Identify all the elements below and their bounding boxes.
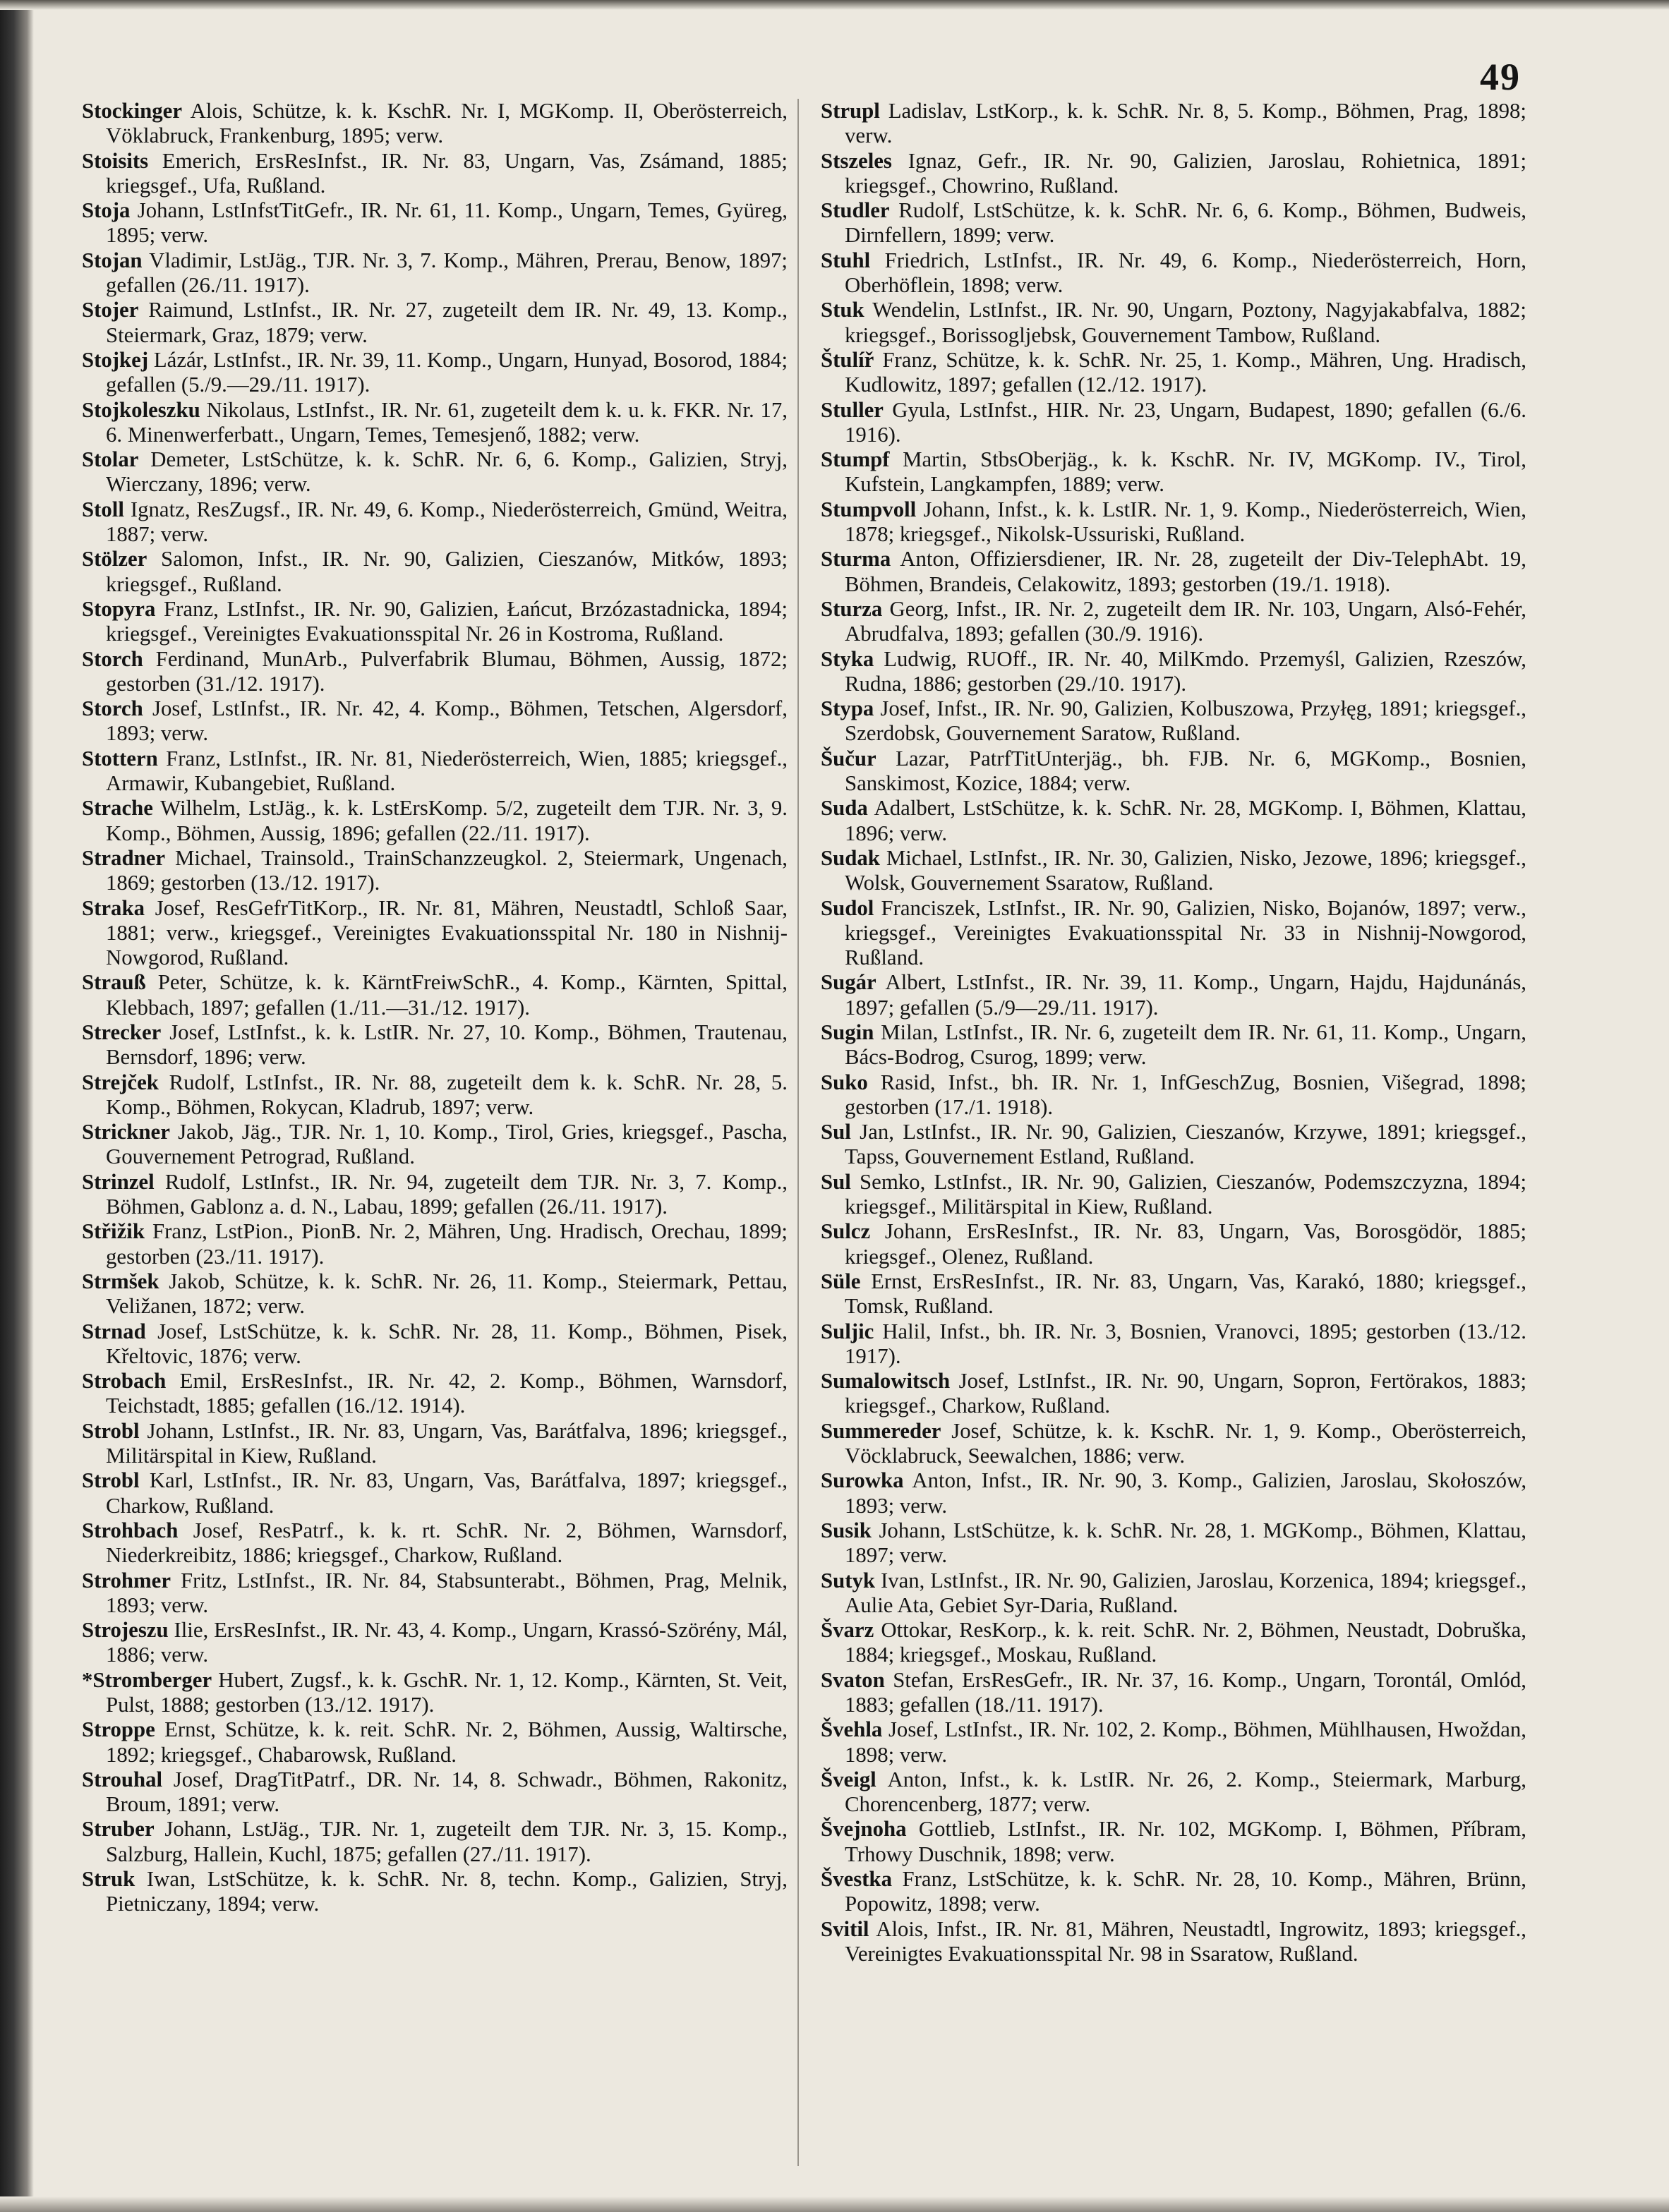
entry-surname: Stojan (82, 248, 143, 272)
entry-surname: Strobl (82, 1468, 140, 1493)
entry-surname: Suko (821, 1070, 868, 1094)
entry-surname: Sugár (821, 970, 876, 995)
entry-details: Rasid, Infst., bh. IR. Nr. 1, InfGeschZug, Bosnien, Višegrad, 1898; gestorben (17./1. 1918). (845, 1070, 1526, 1119)
entry-surname: Stuk (821, 298, 864, 322)
entry-details: Josef, Infst., IR. Nr. 90, Galizien, Kolbuszowa, Przyłęg, 1891; kriegsgef., Szerdobsk, Gouvernement Saratow, Rußland. (845, 696, 1526, 746)
list-item (82, 1867, 788, 1917)
entry-details: Franz, Schütze, k. k. SchR. Nr. 25, 1. Komp., Mähren, Ung. Hradisch, Kudlowitz, 1897; gefallen (12./12. 1917). (845, 347, 1526, 397)
entry-details: Josef, ResGefrTitKorp., IR. Nr. 81, Mähren, Neustadtl, Schloß Saar, 1881; verw., kriegsgef., Vereinigtes Evakuationsspital Nr. 180 in Nishnij-Nowgorod, Rußland. (106, 895, 788, 970)
list-item (82, 1618, 788, 1668)
entry-surname: Sutyk (821, 1568, 876, 1592)
entry-details: Josef, LstInfst., IR. Nr. 90, Ungarn, Sopron, Fertörakos, 1883; kriegsgef., Charkow, Rußland. (845, 1369, 1526, 1418)
entry-surname: Stockinger (82, 99, 182, 123)
entry-surname: Sul (821, 1169, 851, 1194)
list-item (821, 1120, 1526, 1170)
list-item (821, 1569, 1526, 1619)
entry-surname: Svaton (821, 1667, 885, 1692)
list-item (821, 1020, 1526, 1070)
entry-surname: Stottern (82, 746, 158, 770)
entry-details: Rudolf, LstInfst., IR. Nr. 94, zugeteilt dem TJR. Nr. 3, 7. Komp., Böhmen, Gablonz a. d. N., Labau, 1899; gefallen (26./11. 1917). (106, 1169, 788, 1219)
scan-edge-bottom (0, 2196, 1669, 2212)
list-item (821, 970, 1526, 1020)
list-item (82, 398, 788, 448)
left-column (82, 99, 788, 1917)
list-item (82, 747, 788, 797)
entry-details: Albert, LstInfst., IR. Nr. 39, 11. Komp., Ungarn, Hajdu, Hajdunánás, 1897; gefallen (5./9—29./11. 1917). (845, 970, 1527, 1020)
entry-surname: Sturza (821, 596, 883, 621)
entry-details: Franz, LstSchütze, k. k. SchR. Nr. 28, 10. Komp., Mähren, Brünn, Popowitz, 1898; verw. (845, 1867, 1526, 1916)
list-item (82, 647, 788, 697)
entry-details: Ignatz, ResZugsf., IR. Nr. 49, 6. Komp., Niederösterreich, Gmünd, Weitra, 1887; verw. (106, 497, 788, 547)
entry-details: Salomon, Infst., IR. Nr. 90, Galizien, Cieszanów, Mitków, 1893; kriegsgef., Rußland. (106, 547, 788, 596)
entry-surname: Struber (82, 1817, 155, 1842)
list-item (82, 99, 788, 149)
entry-details: Lázár, LstInfst., IR. Nr. 39, 11. Komp., Ungarn, Hunyad, Bosorod, 1884; gefallen (5./9.—29./11. 1917). (106, 347, 788, 397)
entry-surname: Suljic (821, 1319, 874, 1343)
list-item (821, 1468, 1526, 1518)
list-item (82, 1419, 788, 1469)
list-item (82, 1120, 788, 1170)
entry-details: Josef, Schütze, k. k. KschR. Nr. 1, 9. Komp., Oberösterreich, Vöcklabruck, Seewalchen, 1886; verw. (845, 1418, 1527, 1468)
entry-surname: Summereder (821, 1418, 941, 1443)
list-item (82, 1020, 788, 1070)
entry-details: Ottokar, ResKorp., k. k. reit. SchR. Nr. 2, Böhmen, Neustadt, Dobruška, 1884; kriegsgef., Moskau, Rußland. (845, 1618, 1526, 1667)
entry-details: Ivan, LstInfst., IR. Nr. 90, Galizien, Jaroslau, Korzenica, 1894; kriegsgef., Aulie Ata, Gebiet Syr-Daria, Rußland. (845, 1568, 1526, 1617)
entry-details: Ernst, ErsResInfst., IR. Nr. 83, Ungarn, Vas, Karakó, 1880; kriegsgef., Tomsk, Rußland. (845, 1269, 1526, 1319)
entry-details: Michael, Trainsold., TrainSchanzzeugkol. 2, Steiermark, Ungenach, 1869; gestorben (13./12. 1917). (106, 845, 788, 895)
entry-details: Josef, LstSchütze, k. k. SchR. Nr. 28, 11. Komp., Böhmen, Pisek, Křeltovic, 1876; verw. (106, 1319, 788, 1368)
entry-details: Martin, StbsOberjäg., k. k. KschR. Nr. IV, MGKomp. IV., Tirol, Kufstein, Langkampfen, 1889; verw. (845, 447, 1526, 497)
list-item (821, 198, 1526, 248)
list-item (82, 447, 788, 497)
entry-details: Demeter, LstSchütze, k. k. SchR. Nr. 6, 6. Komp., Galizien, Stryj, Wierczany, 1896; verw. (106, 447, 788, 497)
entry-details: Emerich, ErsResInfst., IR. Nr. 83, Ungarn, Vas, Zsámand, 1885; kriegsgef., Ufa, Rußland. (106, 148, 788, 198)
entry-details: Gottlieb, LstInfst., IR. Nr. 102, MGKomp. I, Böhmen, Příbram, Trhowy Duschnik, 1898; verw. (845, 1817, 1526, 1866)
entry-details: Ladislav, LstKorp., k. k. SchR. Nr. 8, 5. Komp., Böhmen, Prag, 1898; verw. (845, 99, 1526, 148)
entry-surname: Švarz (821, 1618, 874, 1643)
list-item (821, 896, 1526, 971)
list-item (821, 497, 1526, 548)
entry-details: Gyula, LstInfst., HIR. Nr. 23, Ungarn, Budapest, 1890; gefallen (6./6. 1916). (845, 397, 1526, 447)
list-item (82, 1569, 788, 1619)
list-item (821, 1319, 1526, 1370)
list-item (821, 1070, 1526, 1120)
entry-details: Anton, Infst., k. k. LstIR. Nr. 26, 2. Komp., Steiermark, Marburg, Chorencenberg, 1877; verw. (845, 1767, 1526, 1817)
entry-details: Johann, Infst., k. k. LstIR. Nr. 1, 9. Komp., Niederösterreich, Wien, 1878; kriegsgef., Nikolsk-Ussuriski, Rußland. (845, 497, 1526, 547)
list-item (821, 1170, 1526, 1220)
list-item (821, 846, 1526, 896)
list-item (82, 896, 788, 971)
list-item (821, 747, 1526, 797)
entry-surname: Stroppe (82, 1717, 155, 1742)
entry-details: Adalbert, LstSchütze, k. k. SchR. Nr. 28, MGKomp. I, Böhmen, Klattau, 1896; verw. (845, 796, 1527, 845)
list-item (821, 447, 1526, 497)
column-divider (797, 99, 799, 2166)
list-item (821, 1817, 1526, 1867)
entry-surname: Stoll (82, 497, 124, 521)
list-item (82, 1717, 788, 1767)
list-item (82, 1817, 788, 1867)
entry-surname: Strauß (82, 970, 146, 995)
entry-surname: Strinzel (82, 1169, 155, 1194)
entry-details: Franz, LstInfst., IR. Nr. 90, Galizien, Łańcut, Brzózastadnicka, 1894; kriegsgef., Vereinigtes Evakuationsspital Nr. 26 in Kostroma, Rußland. (106, 596, 788, 646)
entry-surname: Stuller (821, 397, 884, 422)
entry-surname: Švejnoha (821, 1817, 907, 1842)
entry-surname: Švehla (821, 1717, 883, 1742)
entry-surname: Styka (821, 646, 874, 671)
list-item (821, 1269, 1526, 1319)
entry-details: Fritz, LstInfst., IR. Nr. 84, Stabsunterabt., Böhmen, Prag, Melnik, 1893; verw. (106, 1568, 788, 1617)
entry-surname: Stoisits (82, 148, 149, 173)
list-item (821, 149, 1526, 199)
entry-details: Anton, Infst., IR. Nr. 90, 3. Komp., Galizien, Jaroslau, Skołoszów, 1893; verw. (845, 1468, 1527, 1518)
entry-details: Johann, ErsResInfst., IR. Nr. 83, Ungarn, Vas, Borosgödör, 1885; kriegsgef., Olenez, Rußland. (845, 1219, 1526, 1269)
entry-surname: Strmšek (82, 1269, 159, 1293)
list-item (821, 1917, 1526, 1967)
entry-surname: Struk (82, 1867, 135, 1892)
list-item (82, 1070, 788, 1120)
entry-details: Raimund, LstInfst., IR. Nr. 27, zugeteilt dem IR. Nr. 49, 13. Komp., Steiermark, Graz, 1879; verw. (106, 298, 788, 347)
list-item (82, 796, 788, 846)
entry-surname: Strnad (82, 1319, 146, 1343)
list-item (821, 1668, 1526, 1718)
list-item (82, 348, 788, 398)
entry-details: Hubert, Zugsf., k. k. GschR. Nr. 1, 12. Komp., Kärnten, St. Veit, Pulst, 1888; gestorben (13./12. 1917). (106, 1667, 788, 1717)
entry-surname: Štulíř (821, 347, 874, 372)
entry-surname: Strohbach (82, 1518, 179, 1542)
entry-surname: Straka (82, 895, 145, 920)
entry-details: Anton, Offiziersdiener, IR. Nr. 28, zugeteilt der Div-TelephAbt. 19, Böhmen, Brandeis, Celakowitz, 1893; gestorben (19./1. 1918). (845, 547, 1526, 596)
entry-details: Josef, LstInfst., k. k. LstIR. Nr. 27, 10. Komp., Böhmen, Trautenau, Bernsdorf, 1896; verw. (106, 1020, 788, 1070)
list-item (821, 1518, 1526, 1569)
entry-surname: Střižik (82, 1219, 145, 1244)
list-item (82, 1269, 788, 1319)
entry-surname: Storch (82, 696, 143, 721)
entry-details: Johann, LstInfst., IR. Nr. 83, Ungarn, Vas, Barátfalva, 1896; kriegsgef., Militärspital in Kiew, Rußland. (106, 1418, 788, 1468)
entry-details: Josef, LstInfst., IR. Nr. 102, 2. Komp., Böhmen, Mühlhausen, Hwoždan, 1898; verw. (845, 1717, 1527, 1767)
list-item (821, 1419, 1526, 1469)
entry-surname: Strobl (82, 1418, 140, 1443)
entry-details: Ignaz, Gefr., IR. Nr. 90, Galizien, Jaroslau, Rohietnica, 1891; kriegsgef., Chowrino, Rußland. (845, 148, 1527, 198)
entry-details: Iwan, LstSchütze, k. k. SchR. Nr. 8, techn. Komp., Galizien, Stryj, Pietniczany, 1894; verw. (106, 1867, 788, 1916)
entry-surname: Stolar (82, 447, 139, 472)
list-item (821, 696, 1526, 747)
list-item (82, 696, 788, 747)
list-item (82, 1219, 788, 1269)
entry-details: Franciszek, LstInfst., IR. Nr. 90, Galizien, Nisko, Bojanów, 1897; verw., kriegsgef., Vereinigtes Evakuationsspital Nr. 33 in Nishnij-Nowgorod, Rußland. (845, 895, 1526, 970)
entry-details: Halil, Infst., bh. IR. Nr. 3, Bosnien, Vranovci, 1895; gestorben (13./12. 1917). (845, 1319, 1526, 1368)
right-column (821, 99, 1526, 1966)
entry-surname: Strecker (82, 1020, 162, 1044)
list-item (821, 597, 1526, 647)
entry-surname: Svitil (821, 1916, 869, 1941)
entry-surname: Stojkoleszku (82, 397, 200, 422)
entry-details: Jan, LstInfst., IR. Nr. 90, Galizien, Cieszanów, Krzywe, 1891; kriegsgef., Tapss, Gouvernement Estland, Rußland. (845, 1120, 1526, 1169)
entry-details: Michael, LstInfst., IR. Nr. 30, Galizien, Nisko, Jezowe, 1896; kriegsgef., Wolsk, Gouvernement Ssaratow, Rußland. (845, 845, 1526, 895)
entry-details: Karl, LstInfst., IR. Nr. 83, Ungarn, Vas, Barátfalva, 1897; kriegsgef., Charkow, Rußland. (106, 1468, 788, 1518)
page-number: 49 (1480, 56, 1521, 98)
list-item (82, 497, 788, 548)
entry-surname: Strobach (82, 1369, 167, 1394)
entry-surname: Sudol (821, 895, 874, 920)
list-item (82, 198, 788, 248)
list-item (82, 1668, 788, 1718)
entry-surname: Stoja (82, 198, 131, 223)
entry-details: Johann, LstSchütze, k. k. SchR. Nr. 28, 1. MGKomp., Böhmen, Klattau, 1897; verw. (845, 1518, 1526, 1568)
entry-surname: Surowka (821, 1468, 904, 1493)
entry-details: Josef, DragTitPatrf., DR. Nr. 14, 8. Schwadr., Böhmen, Rakonitz, Broum, 1891; verw. (106, 1767, 788, 1817)
entry-details: Wendelin, LstInfst., IR. Nr. 90, Ungarn, Poztony, Nagyjakabfalva, 1882; kriegsgef., Borissoglјebsk, Gouvernement Tambow, Rußland. (845, 298, 1526, 347)
entry-surname: Stojkej (82, 347, 149, 372)
list-item (82, 149, 788, 199)
entry-details: Nikolaus, LstInfst., IR. Nr. 61, zugeteilt dem k. u. k. FKR. Nr. 17, 6. Minenwerferbatt., Ungarn, Temes, Temesjenő, 1882; verw. (106, 397, 788, 447)
list-item (82, 547, 788, 597)
entry-details: Ilie, ErsResInfst., IR. Nr. 43, 4. Komp., Ungarn, Krassó-Szörény, Mál, 1886; verw. (106, 1618, 788, 1667)
entry-surname: Strupl (821, 99, 880, 123)
entry-surname: Strohmer (82, 1568, 171, 1592)
entry-surname: Strouhal (82, 1767, 163, 1791)
entry-surname: Sturma (821, 547, 891, 572)
entry-surname: Stumpf (821, 447, 890, 472)
list-item (821, 1618, 1526, 1668)
entry-surname: Stszeles (821, 148, 892, 173)
entry-details: Ernst, Schütze, k. k. reit. SchR. Nr. 2, Böhmen, Aussig, Waltirsche, 1892; kriegsgef., Chabarowsk, Rußland. (106, 1717, 788, 1767)
list-item (82, 1468, 788, 1518)
entry-details: Alois, Infst., IR. Nr. 81, Mähren, Neustadtl, Ingrowitz, 1893; kriegsgef., Vereinigtes Evakuationsspital Nr. 98 in Ssaratow, Rußland. (845, 1916, 1526, 1966)
entry-details: Jakob, Jäg., TJR. Nr. 1, 10. Komp., Tirol, Gries, kriegsgef., Pascha, Gouvernement Petrograd, Rußland. (106, 1120, 788, 1169)
list-item (821, 547, 1526, 597)
entry-details: Peter, Schütze, k. k. KärntFreiwSchR., 4. Komp., Kärnten, Spittal, Klebbach, 1897; gefallen (1./11.—31./12. 1917). (106, 970, 788, 1020)
entry-surname: Storch (82, 646, 143, 671)
entry-details: Johann, LstJäg., TJR. Nr. 1, zugeteilt dem TJR. Nr. 3, 15. Komp., Salzburg, Hallein, Kuchl, 1875; gefallen (27./11. 1917). (106, 1817, 788, 1866)
list-item (821, 1219, 1526, 1269)
entry-details: Josef, ResPatrf., k. k. rt. SchR. Nr. 2, Böhmen, Warnsdorf, Niederkreibitz, 1886; kriegsgef., Charkow, Rußland. (106, 1518, 788, 1568)
entry-surname: Stölzer (82, 547, 147, 572)
list-item (82, 248, 788, 298)
entry-surname: Süle (821, 1269, 861, 1293)
entry-details: Ludwig, RUOff., IR. Nr. 40, MilKmdo. Przemyśl, Galizien, Rzeszów, Rudna, 1886; gestorben (29./10. 1917). (845, 646, 1526, 696)
entry-surname: Šveigl (821, 1767, 876, 1791)
entry-surname: Šučur (821, 746, 876, 770)
entry-details: Georg, Infst., IR. Nr. 2, zugeteilt dem IR. Nr. 103, Ungarn, Alsó-Fehér, Abrudfalva, 1893; gefallen (30./9. 1916). (845, 596, 1526, 646)
entry-details: Josef, LstInfst., IR. Nr. 42, 4. Komp., Böhmen, Tetschen, Algersdorf, 1893; verw. (106, 696, 788, 746)
list-item (82, 970, 788, 1020)
entry-details: Semko, LstInfst., IR. Nr. 90, Galizien, Cieszanów, Podemszczyzna, 1894; kriegsgef., Militärspital in Kiew, Rußland. (845, 1169, 1526, 1219)
entry-details: Stefan, ErsResGefr., IR. Nr. 37, 16. Komp., Ungarn, Torontál, Omlód, 1883; gefallen (18./11. 1917). (845, 1667, 1526, 1717)
entry-details: Franz, LstInfst., IR. Nr. 81, Niederösterreich, Wien, 1885; kriegsgef., Armawir, Kubangebiet, Rußland. (106, 746, 788, 796)
entry-details: Ferdinand, MunArb., Pulverfabrik Blumau, Böhmen, Aussig, 1872; gestorben (31./12. 1917). (106, 646, 788, 696)
list-item (821, 298, 1526, 348)
entry-details: Emil, ErsResInfst., IR. Nr. 42, 2. Komp., Böhmen, Warnsdorf, Teichstadt, 1885; gefallen (16./12. 1914). (106, 1369, 788, 1418)
entry-surname: Sul (821, 1120, 851, 1144)
entry-details: Franz, LstPion., PionB. Nr. 2, Mähren, Ung. Hradisch, Orechau, 1899; gestorben (23./11. 1917). (106, 1219, 788, 1269)
entry-details: Vladimir, LstJäg., TJR. Nr. 3, 7. Komp., Mähren, Prerau, Benow, 1897; gefallen (26./11. 1917). (106, 248, 788, 298)
scan-edge-top (0, 0, 1669, 10)
entry-surname: Susik (821, 1518, 872, 1542)
entry-surname: Strache (82, 796, 153, 821)
entry-surname: Strickner (82, 1120, 170, 1144)
entry-surname: Stuhl (821, 248, 871, 272)
list-item (821, 99, 1526, 149)
entry-details: Wilhelm, LstJäg., k. k. LstErsKomp. 5/2, zugeteilt dem TJR. Nr. 3, 9. Komp., Böhmen, Aussig, 1896; gefallen (22./11. 1917). (106, 796, 788, 845)
entry-surname: Suda (821, 796, 868, 821)
scan-edge-left (0, 0, 34, 2212)
entry-surname: Stumpvoll (821, 497, 917, 521)
list-item (82, 1518, 788, 1569)
entry-details: Lazar, PatrfTitUnterjäg., bh. FJB. Nr. 6, MGKomp., Bosnien, Sanskimost, Kozice, 1884; verw. (845, 746, 1527, 796)
entry-details: Rudolf, LstSchütze, k. k. SchR. Nr. 6, 6. Komp., Böhmen, Budweis, Dirnfellern, 1899; verw. (845, 198, 1527, 248)
entry-details: Rudolf, LstInfst., IR. Nr. 88, zugeteilt dem k. k. SchR. Nr. 28, 5. Komp., Böhmen, Rokycan, Kladrub, 1897; verw. (106, 1070, 788, 1119)
entry-surname: Švestka (821, 1867, 892, 1892)
entry-details: Friedrich, LstInfst., IR. Nr. 49, 6. Komp., Niederösterreich, Horn, Oberhöflein, 1898; verw. (845, 248, 1526, 298)
list-item (821, 248, 1526, 298)
entry-surname: Sudak (821, 845, 880, 870)
list-item (82, 1170, 788, 1220)
entry-surname: Strojeszu (82, 1618, 169, 1643)
list-item (821, 348, 1526, 398)
list-item (821, 1717, 1526, 1767)
entry-surname: Sugin (821, 1020, 874, 1044)
list-item (821, 796, 1526, 846)
list-item (82, 1369, 788, 1419)
entry-details: Alois, Schütze, k. k. KschR. Nr. I, MGKomp. II, Oberösterreich, Vöklabruck, Frankenburg, 1895; verw. (106, 99, 788, 148)
entry-surname: Stopyra (82, 596, 156, 621)
list-item (821, 1867, 1526, 1917)
entry-surname: Sulcz (821, 1219, 871, 1244)
entry-surname: Studler (821, 198, 890, 223)
list-item (821, 398, 1526, 448)
entry-surname: Sumalowitsch (821, 1369, 951, 1394)
entry-details: Johann, LstInfstTitGefr., IR. Nr. 61, 11. Komp., Ungarn, Temes, Gyüreg, 1895; verw. (106, 198, 788, 248)
entry-surname: Strejček (82, 1070, 159, 1094)
list-item (821, 1767, 1526, 1818)
list-item (82, 298, 788, 348)
list-item (82, 1767, 788, 1818)
entry-surname: Stypa (821, 696, 874, 721)
list-item (821, 1369, 1526, 1419)
list-item (82, 846, 788, 896)
list-item (821, 647, 1526, 697)
list-item (82, 597, 788, 647)
entry-surname: Stojer (82, 298, 139, 322)
entry-surname: Stradner (82, 845, 166, 870)
entry-details: Milan, LstInfst., IR. Nr. 6, zugeteilt dem IR. Nr. 61, 11. Komp., Ungarn, Bács-Bodrog, Csurog, 1899; verw. (845, 1020, 1526, 1070)
list-item (82, 1319, 788, 1370)
entry-details: Jakob, Schütze, k. k. SchR. Nr. 26, 11. Komp., Steiermark, Pettau, Veližanen, 1872; verw. (106, 1269, 788, 1319)
entry-surname: *Stromberger (82, 1667, 212, 1692)
